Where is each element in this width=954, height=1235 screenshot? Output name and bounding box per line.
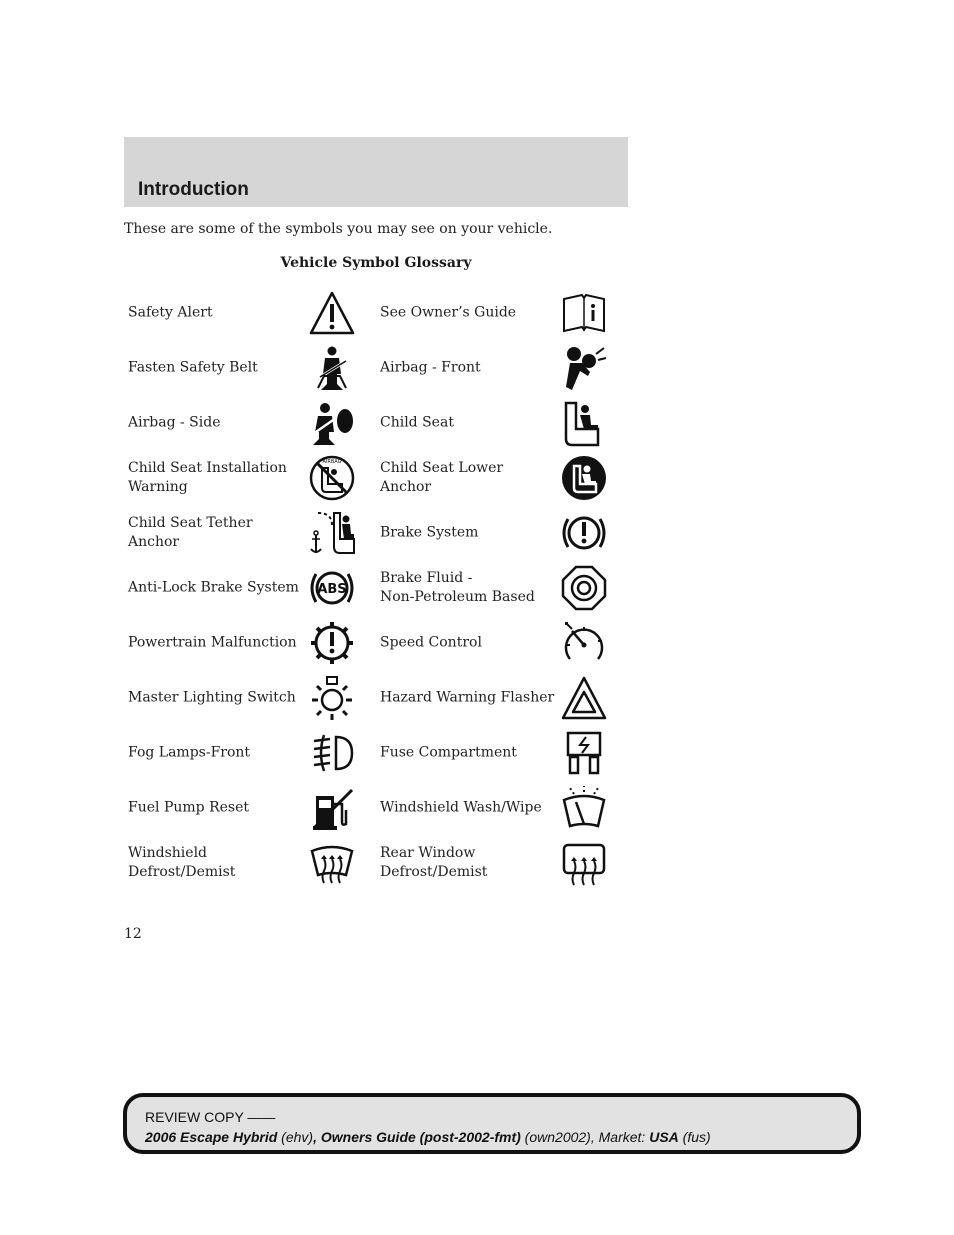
symbol-label: Fuel Pump Reset <box>128 799 249 815</box>
windshield-defrost-icon <box>308 839 356 887</box>
symbol-label: Safety Alert <box>128 304 213 320</box>
page-number: 12 <box>124 926 142 942</box>
glossary-row <box>124 835 624 890</box>
glossary-row <box>124 340 624 395</box>
model-name: 2006 Escape Hybrid <box>145 1129 278 1145</box>
symbol-label: Fasten Safety Belt <box>128 359 258 375</box>
windshield-wash-wipe-icon <box>560 784 608 832</box>
symbol-label: Speed Control <box>380 634 482 650</box>
guide-code: (own2002) <box>520 1129 591 1145</box>
symbol-label: Fog Lamps-Front <box>128 744 251 760</box>
brake-system-icon <box>560 509 608 557</box>
symbol-label: Anti-Lock Brake System <box>128 579 299 595</box>
glossary-row <box>124 450 624 505</box>
svg-text:AIRBAG: AIRBAG <box>322 458 342 465</box>
glossary-row <box>124 780 624 835</box>
symbol-label: Brake Fluid - Non-Petroleum Based <box>380 569 535 605</box>
symbol-label: Hazard Warning Flasher <box>380 689 555 705</box>
document-info <box>145 1129 711 1145</box>
symbol-label: Child Seat Tether Anchor <box>128 514 253 550</box>
hazard-warning-icon <box>560 674 608 722</box>
master-lighting-switch-icon <box>308 674 356 722</box>
child-seat-lower-anchor-icon <box>560 454 608 502</box>
fuel-pump-reset-icon <box>308 784 356 832</box>
airbag-side-icon <box>308 399 356 447</box>
svg-text:ABS: ABS <box>317 581 347 597</box>
symbol-label: Child Seat Installation Warning <box>128 459 287 495</box>
brake-fluid-icon <box>560 564 608 612</box>
market-label: , Market: <box>590 1129 650 1145</box>
fog-lamps-icon <box>308 729 356 777</box>
intro-text: These are some of the symbols you may see on your vehicle. <box>124 221 553 237</box>
safety-alert-icon <box>308 289 356 337</box>
symbol-label: Child Seat Lower Anchor <box>380 459 504 495</box>
glossary-row <box>124 670 624 725</box>
review-copy-label: REVIEW COPY —— <box>145 1109 276 1125</box>
speed-control-icon <box>560 619 608 667</box>
separator: , <box>313 1129 321 1145</box>
glossary-row <box>124 560 624 615</box>
glossary-row <box>124 395 624 450</box>
review-copy-box <box>123 1093 861 1154</box>
glossary-title: Vehicle Symbol Glossary <box>280 255 472 271</box>
symbol-label: Brake System <box>380 524 479 540</box>
fuse-compartment-icon <box>560 729 608 777</box>
symbol-label: See Owner’s Guide <box>380 304 517 320</box>
symbol-label: Airbag - Front <box>380 359 481 375</box>
section-header-band <box>124 137 628 207</box>
model-code: (ehv) <box>277 1129 314 1145</box>
powertrain-malfunction-icon <box>308 619 356 667</box>
symbol-label: Fuse Compartment <box>380 744 517 760</box>
section-title: Introduction <box>138 179 249 200</box>
symbol-label: Windshield Wash/Wipe <box>380 799 542 815</box>
symbol-label: Rear Window Defrost/Demist <box>380 844 488 880</box>
symbol-label: Powertrain Malfunction <box>128 634 297 650</box>
guide-name: Owners Guide (post-2002-fmt) <box>320 1129 521 1145</box>
symbol-label: Master Lighting Switch <box>128 689 296 705</box>
symbol-glossary <box>124 285 624 890</box>
glossary-row <box>124 505 624 560</box>
owners-guide-icon <box>560 289 608 337</box>
market-code: (fus) <box>678 1129 711 1145</box>
glossary-row <box>124 725 624 780</box>
symbol-label: Child Seat <box>380 414 454 430</box>
child-seat-installation-warning-icon <box>308 454 356 502</box>
symbol-label: Airbag - Side <box>128 414 221 430</box>
glossary-row <box>124 615 624 670</box>
market-name: USA <box>649 1129 679 1145</box>
child-seat-tether-anchor-icon <box>308 509 356 557</box>
airbag-front-icon <box>560 344 608 392</box>
rear-window-defrost-icon <box>560 839 608 887</box>
symbol-label: Windshield Defrost/Demist <box>128 844 236 880</box>
seat-belt-icon <box>308 344 356 392</box>
abs-icon <box>308 564 356 612</box>
child-seat-icon <box>560 399 608 447</box>
glossary-row <box>124 285 624 340</box>
